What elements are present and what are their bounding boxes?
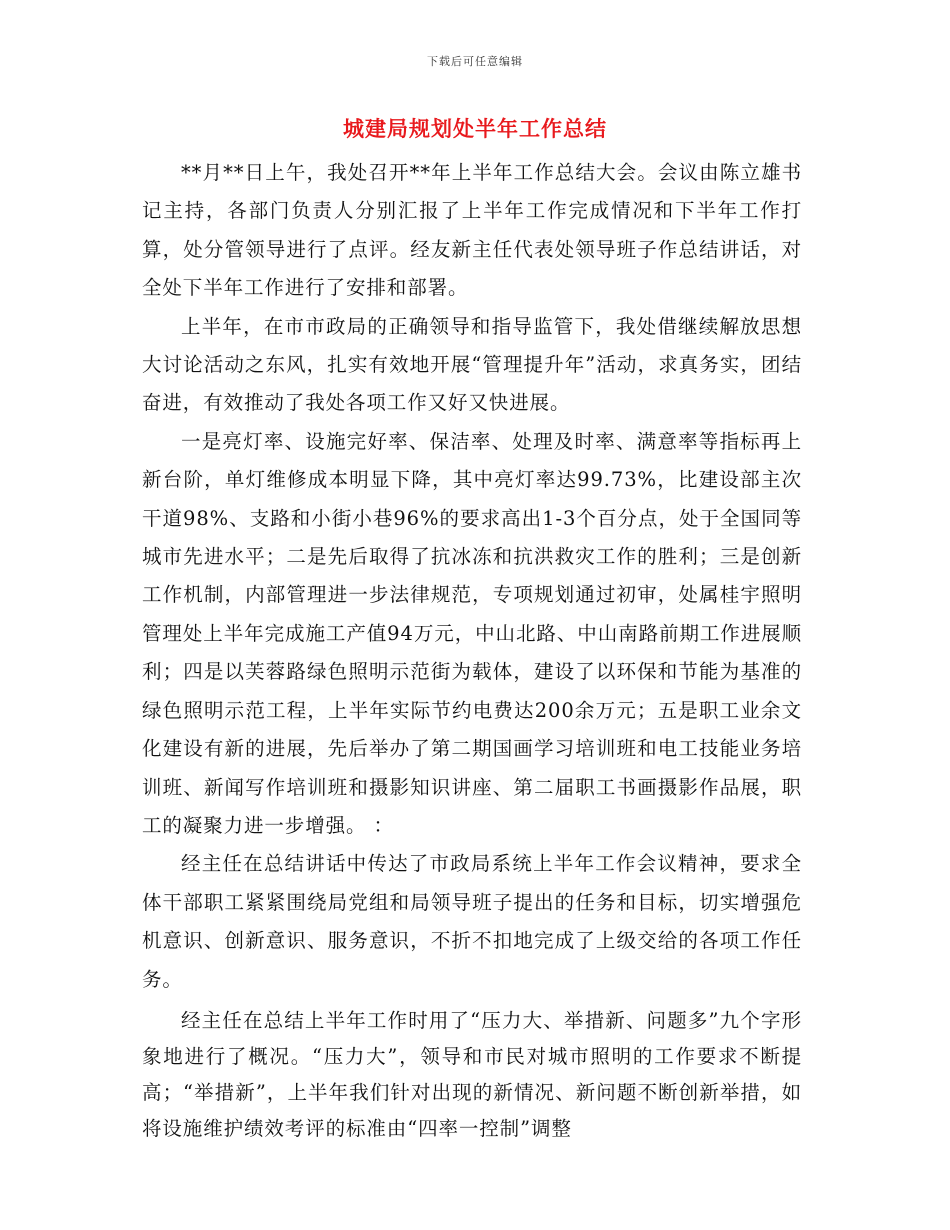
paragraph-summary-keywords: 经主任在总结上半年工作时用了“压力大、举措新、问题多”九个字形象地进行了概况。“压力大”，领导和市民对城市照明的工作要求不断提高；“举措新”，上半年我们针对出现的新情况、新问题不断创新举措，如将设施维护绩效考评的标准由“四率一控制”调整 xyxy=(142,1008,802,1140)
paragraph-director-speech: 经主任在总结讲话中传达了市政局系统上半年工作会议精神，要求全体干部职工紧紧围绕局党组和局领导班子提出的任务和目标，切实增强危机意识、创新意识、服务意识，不折不扣地完成了上级交给的各项工作任务。 xyxy=(142,852,802,991)
paragraph-achievements: 一是亮灯率、设施完好率、保洁率、处理及时率、满意率等指标再上新台阶，单灯维修成本明显下降，其中亮灯率达99.73%，比建设部主次干道98%、支路和小街小巷96%的要求高出1-3个百分点，处于全国同等城市先进水平；二是先后取得了抗冰冻和抗洪救灾工作的胜利；三是创新工作机制，内部管理进一步法律规范，专项规划通过初审，处属桂宇照明管理处上半年完成施工产值94万元，中山北路、中山南路前期工作进展顺利；四是以芙蓉路绿色照明示范街为载体，建设了以环保和节能为基准的绿色照明示范工程，上半年实际节约电费达200余万元；五是职工业余文化建设有新的进展，先后举办了第二期国画学习培训班和电工技能业务培训班、新闻写作培训班和摄影知识讲座、第二届职工书画摄影作品展，职工的凝聚力进一步增强。 ： xyxy=(142,429,802,837)
paragraph-first-half-overview: 上半年，在市市政局的正确领导和指导监管下，我处借继续解放思想大讨论活动之东风，扎实有效地开展“管理提升年”活动，求真务实，团结奋进，有效推动了我处各项工作又好又快进展。 xyxy=(142,314,802,415)
document-body xyxy=(142,154,802,1147)
header-note: 下载后可任意编辑 xyxy=(427,55,523,68)
paragraph-meeting-summary: **月**日上午，我处召开**年上半年工作总结大会。会议由陈立雄书记主持，各部门负责人分别汇报了上半年工作完成情况和下半年工作打算，处分管领导进行了点评。经友新主任代表处领导班子作总结讲话，对全处下半年工作进行了安排和部署。 xyxy=(142,161,802,300)
document-title: 城建局规划处半年工作总结 xyxy=(343,116,607,141)
